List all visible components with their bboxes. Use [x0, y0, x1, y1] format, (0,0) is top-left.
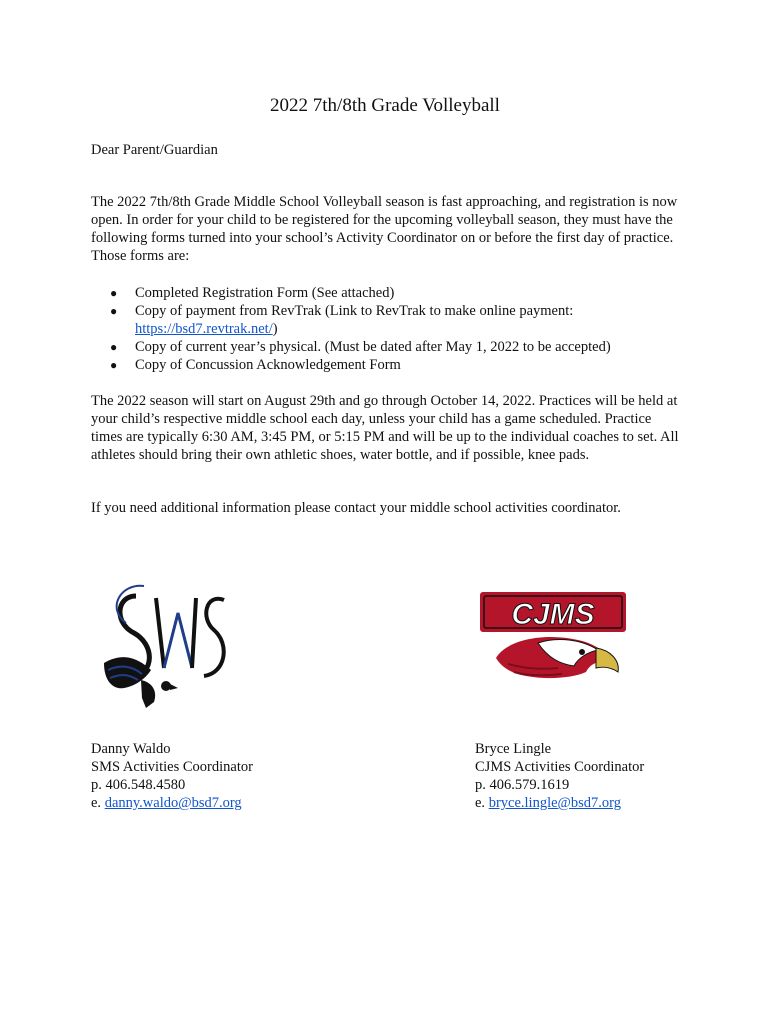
contact-email-line: [91, 794, 253, 812]
contact-role: SMS Activities Coordinator: [91, 759, 253, 775]
season-info-paragraph: The 2022 season will start on August 29th and go through October 14, 2022. Practices will be held at your child’s respective middle school each day, unless your child has a game scheduled. Practice times are typically 6:30 AM, 3:45 PM, or 5:15 PM and will be up to the individual coaches to set. All athletes should bring their own athletic shoes, water bottle, and if possible, knee pads.: [91, 393, 679, 463]
bullet-icon: ●: [110, 286, 118, 300]
bullet-icon: ●: [110, 340, 118, 354]
list-item: [110, 356, 680, 374]
required-forms-list: [110, 284, 680, 374]
contact-phone: p. 406.579.1619: [475, 777, 570, 793]
closing-paragraph: If you need additional information please contact your middle school activities coordinator.: [91, 500, 621, 516]
list-item: [110, 302, 680, 338]
list-item-text: Completed Registration Form (See attached): [135, 285, 395, 301]
list-item-text: Copy of payment from RevTrak (Link to RevTrak to make online payment:: [135, 303, 574, 319]
contact-name: Danny Waldo: [91, 741, 171, 757]
email-prefix: e.: [475, 795, 489, 811]
intro-paragraph: The 2022 7th/8th Grade Middle School Volleyball season is fast approaching, and registration is now open. In order for your child to be registered for the upcoming volleyball season, they must have the following forms turned into your school’s Activity Coordinator on or before the first day of practice. Those forms are:: [91, 194, 678, 264]
salutation: Dear Parent/Guardian: [91, 142, 218, 158]
list-item-text: Copy of Concussion Acknowledgement Form: [135, 357, 401, 373]
list-item-text: Copy of current year’s physical. (Must be dated after May 1, 2022 to be accepted): [135, 339, 611, 355]
cjms-contact-block: [475, 740, 644, 812]
sms-contact-block: [91, 740, 253, 812]
bullet-icon: ●: [110, 304, 118, 318]
page-title: 2022 7th/8th Grade Volleyball: [270, 95, 500, 116]
email-prefix: e.: [91, 795, 105, 811]
list-item: [110, 284, 680, 302]
contact-role: CJMS Activities Coordinator: [475, 759, 645, 775]
list-item-suffix: ): [272, 321, 278, 337]
cjms-logo-text: CJMS: [511, 598, 595, 631]
list-item: [110, 338, 680, 356]
contact-email-line: [475, 794, 644, 812]
sms-logo: [96, 578, 236, 712]
email-link[interactable]: bryce.lingle@bsd7.org: [488, 795, 621, 811]
cjms-logo: [478, 588, 628, 690]
revtrak-link[interactable]: https://bsd7.revtrak.net/: [135, 321, 273, 337]
bullet-icon: ●: [110, 358, 118, 372]
contact-name: Bryce Lingle: [475, 741, 552, 757]
contact-phone: p. 406.548.4580: [91, 777, 186, 793]
email-link[interactable]: danny.waldo@bsd7.org: [104, 795, 242, 811]
